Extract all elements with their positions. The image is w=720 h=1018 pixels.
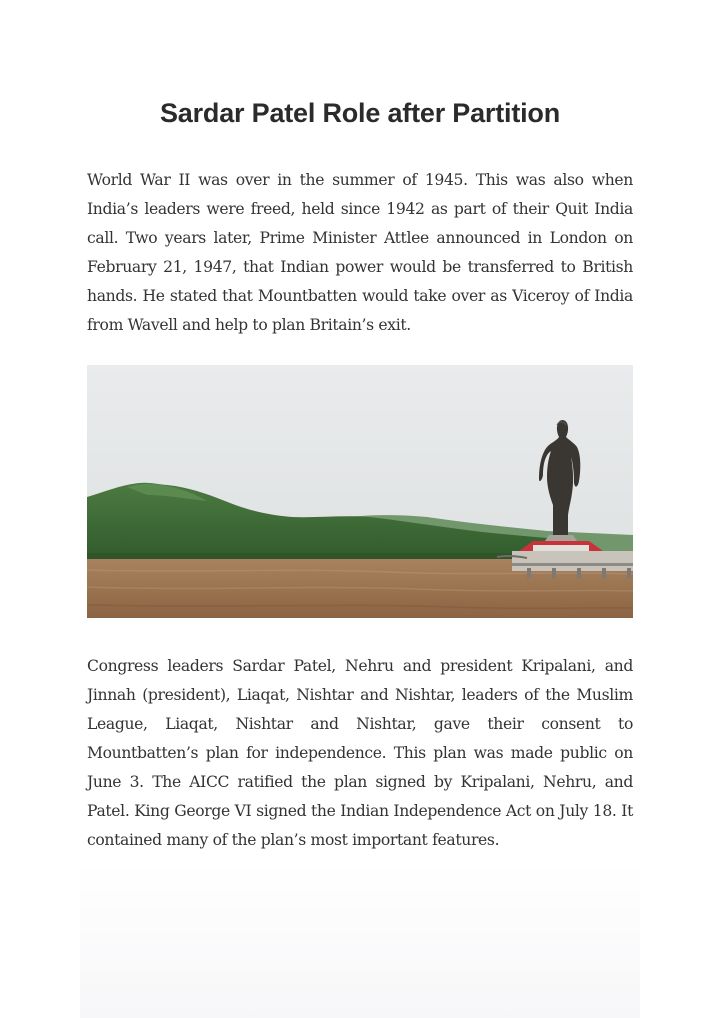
paragraph-intro: World War II was over in the summer of 1945. This was also when India’s leaders were freed, held since 1942 as part of their Quit India call. Two years later, Prime Minister Attlee announced in London on February 21, 1947, that Indian power would be transferred to British hands. He stated that Mountbatten would take over as Viceroy of India from Wavell and help to plan Britain’s exit.	[87, 171, 633, 334]
statue-of-unity-photo	[87, 365, 633, 618]
paragraph-independence: Congress leaders Sardar Patel, Nehru and president Kripalani, and Jinnah (president), Liaqat, Nishtar and Nishtar, leaders of the Muslim League, Liaqat, Nishtar and Nishtar, gave their consent to Mountbatten’s plan for independence. This plan was made public on June 3. The AICC ratified the plan signed by Kripalani, Nehru, and Patel. King George VI signed the Indian Independence Act on July 18. It contained many of the plan’s most important features.	[87, 657, 633, 849]
page-background-shade	[80, 860, 640, 1018]
page-title: Sardar Patel Role after Partition	[159, 98, 561, 128]
